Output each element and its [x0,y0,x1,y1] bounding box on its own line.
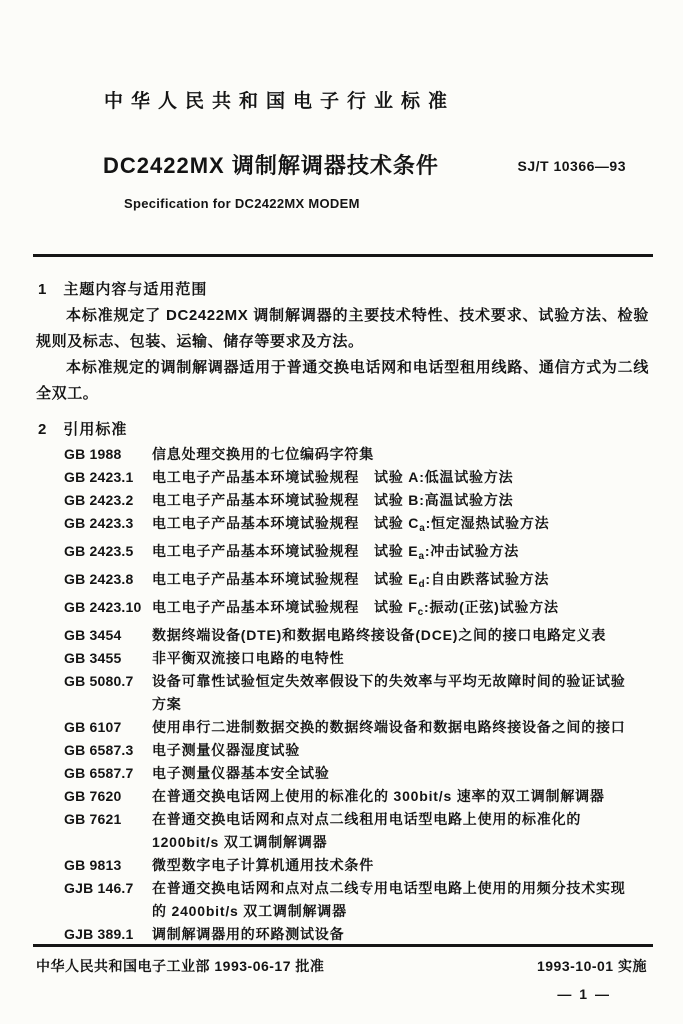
reference-row [64,923,656,946]
reference-title [152,808,656,854]
reference-code: GB 6587.3 [64,742,134,758]
footer-implementation-date: 1993-10-01 实施 [536,958,647,974]
reference-title-text-line2: 方案 [152,696,182,712]
reference-title-text: 电工电子产品基本环境试验规程 试验 F [152,599,418,615]
reference-title-text: 电子测量仪器基本安全试验 [152,765,330,781]
reference-row [64,739,656,762]
reference-title-text: 电工电子产品基本环境试验规程 试验 A:低温试验方法 [152,469,514,485]
reference-title-text: :振动(正弦)试验方法 [424,599,559,615]
org-title: 中华人民共和国电子行业标准 [104,91,456,112]
reference-title-text: 数据终端设备(DTE)和数据电路终接设备(DCE)之间的接口电路定义表 [152,627,607,643]
reference-code: GJB 146.7 [64,880,134,896]
reference-row [64,540,656,568]
reference-row [64,854,656,877]
reference-title-text: 电工电子产品基本环境试验规程 试验 E [152,543,419,559]
reference-code: GB 2423.5 [64,543,134,559]
reference-title [152,762,656,785]
reference-title-text: 微型数字电子计算机通用技术条件 [152,857,374,873]
reference-title-subscript: a [419,523,426,534]
reference-title [152,854,656,877]
section1-paragraph-1: 本标准规定了 DC2422MX 调制解调器的主要技术特性、技术要求、试验方法、检验规则及标志、包装、运输、储存等要求及方法。 [36,307,649,350]
reference-title-text: :恒定湿热试验方法 [425,515,550,531]
reference-row [64,647,656,670]
header-divider-rule [33,254,653,257]
reference-title-subscript: a [418,551,425,562]
reference-code: GJB 389.1 [64,926,134,942]
reference-title [152,785,656,808]
reference-title [152,739,656,762]
reference-row [64,596,656,624]
doc-title: DC2422MX 调制解调器技术条件 [103,153,439,178]
references-list [64,443,656,946]
reference-code: GB 2423.1 [64,469,134,485]
reference-title [152,624,656,647]
reference-title [152,923,656,946]
reference-row [64,716,656,739]
reference-code: GB 2423.8 [64,571,134,587]
reference-title-text: 在普通交换电话网和点对点二线专用电话型电路上使用的用频分技术实现 [152,880,626,896]
doc-subtitle-english: Specification for DC2422MX MODEM [124,196,360,211]
reference-title [152,443,656,466]
reference-code: GB 3454 [64,627,122,643]
reference-row [64,762,656,785]
reference-title [152,489,656,512]
footer-approval-text: 中华人民共和国电子工业部 1993-06-17 批准 [36,958,325,974]
reference-title [152,540,656,568]
doc-number: SJ/T 10366—93 [517,158,626,174]
reference-row [64,785,656,808]
reference-row [64,443,656,466]
reference-row [64,624,656,647]
section1-heading: 1 主题内容与适用范围 [38,281,208,298]
section1-body [36,303,649,407]
section2-heading: 2 引用标准 [38,421,128,438]
reference-code: GB 6107 [64,719,122,735]
reference-title-text-line2: 1200bit/s 双工调制解调器 [152,834,328,850]
reference-title-text: :冲击试验方法 [424,543,520,559]
reference-code: GB 1988 [64,446,122,462]
reference-code: GB 2423.10 [64,599,142,615]
reference-code: GB 6587.7 [64,765,134,781]
reference-title [152,512,656,540]
reference-row [64,808,656,854]
reference-title-text: :自由跌落试验方法 [425,571,550,587]
reference-title [152,596,656,624]
reference-title-subscript: d [418,579,426,590]
reference-title-text: 电工电子产品基本环境试验规程 试验 E [152,571,419,587]
reference-code: GB 9813 [64,857,122,873]
reference-code: GB 7621 [64,811,122,827]
reference-code: GB 3455 [64,650,122,666]
reference-code: GB 2423.2 [64,492,134,508]
footer-divider-rule [33,944,653,947]
reference-title-text: 电工电子产品基本环境试验规程 试验 B:高温试验方法 [152,492,514,508]
reference-title-text: 调制解调器用的环路测试设备 [152,926,345,942]
reference-title [152,647,656,670]
reference-title-text: 电工电子产品基本环境试验规程 试验 C [152,515,420,531]
reference-code: GB 2423.3 [64,515,134,531]
reference-title-subscript: c [417,607,425,618]
reference-title-text: 电子测量仪器湿度试验 [152,742,300,758]
reference-title-text: 在普通交换电话网和点对点二线租用电话型电路上使用的标准化的 [152,811,582,827]
reference-code: GB 7620 [64,788,122,804]
reference-code: GB 5080.7 [64,673,134,689]
reference-title [152,877,656,923]
reference-row [64,670,656,716]
page-number: — 1 — [557,986,611,1002]
reference-title [152,670,656,716]
reference-title-text-line2: 的 2400bit/s 双工调制解调器 [152,903,347,919]
reference-row [64,877,656,923]
reference-row [64,512,656,540]
reference-title-text: 非平衡双流接口电路的电特性 [152,650,345,666]
reference-title [152,716,656,739]
reference-title-text: 信息处理交换用的七位编码字符集 [152,446,374,462]
reference-title-text: 使用串行二进制数据交换的数据终端设备和数据电路终接设备之间的接口 [152,719,626,735]
reference-title [152,466,656,489]
reference-title-text: 设备可靠性试验恒定失效率假设下的失效率与平均无故障时间的验证试验 [152,673,626,689]
reference-row [64,568,656,596]
reference-row [64,466,656,489]
reference-row [64,489,656,512]
reference-title-text: 在普通交换电话网上使用的标准化的 300bit/s 速率的双工调制解调器 [152,788,605,804]
reference-title [152,568,656,596]
section1-paragraph-2: 本标准规定的调制解调器适用于普通交换电话网和电话型租用线路、通信方式为二线全双工。 [36,359,649,402]
